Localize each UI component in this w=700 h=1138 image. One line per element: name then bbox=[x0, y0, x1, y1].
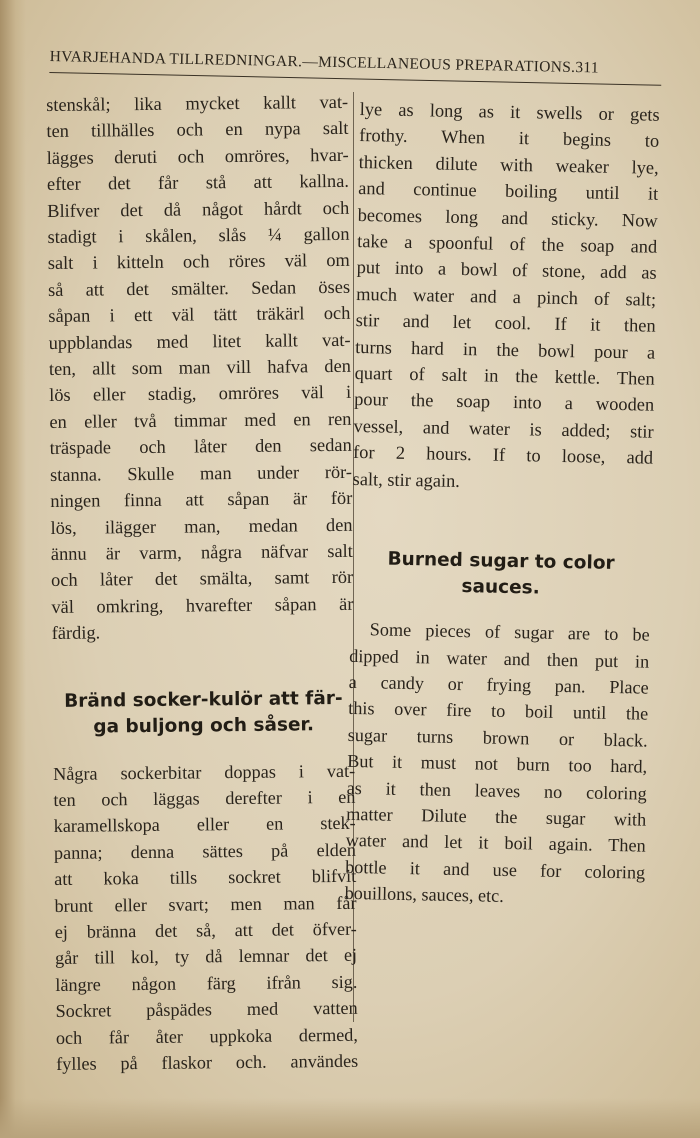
text-line: take a spoonful of the soap and bbox=[357, 231, 658, 257]
text-line: bottle it and use for coloring bbox=[345, 856, 646, 883]
text-line: salt i kitteln och röres väl om bbox=[47, 250, 350, 274]
heading-line: sauces. bbox=[461, 576, 540, 599]
text-line: panna; denna sättes på elden bbox=[53, 839, 357, 863]
text-line: and continue boiling until it bbox=[358, 178, 659, 204]
heading-line: ga buljong och såser. bbox=[93, 713, 315, 738]
text-line: dipped in water and then put in bbox=[349, 645, 650, 672]
text-line: väl omkring, hvarefter såpan är bbox=[51, 593, 354, 617]
text-line: ännu är varm, några näfvar salt bbox=[50, 540, 353, 564]
text-line: längre någon färg ifrån sig. bbox=[55, 971, 358, 995]
text-line: But it must not burn too hard, bbox=[347, 751, 648, 777]
english-column bbox=[344, 96, 660, 912]
text-line: att koka tills sockret blifvit bbox=[54, 865, 357, 890]
text-line: Sockret påspädes med vatten bbox=[55, 997, 358, 1022]
text-line: put into a bowl of stone, add as bbox=[356, 257, 657, 284]
text-line: stir and let cool. If it then bbox=[355, 310, 656, 336]
text-line: fylles på flaskor och. användes bbox=[56, 1050, 359, 1074]
text-line: thicken dilute with weaker lye, bbox=[358, 151, 659, 178]
text-line: salt, stir again. bbox=[352, 468, 461, 491]
text-line: går till kol, ty då lemnar det ej bbox=[54, 945, 358, 969]
text-line: en eller två timmar med en ren bbox=[49, 408, 352, 432]
text-line: bouillons, sauces, etc. bbox=[344, 883, 504, 907]
text-line: ej bränna det så, att det öfver- bbox=[54, 918, 357, 942]
text-line: pour the soap into a wooden bbox=[353, 389, 655, 416]
text-line: Några sockerbitar doppas i vat- bbox=[53, 760, 356, 784]
text-line: quart of salt in the kettle. Then bbox=[354, 363, 655, 389]
text-line: så att det smälter. Sedan öses bbox=[47, 276, 351, 300]
text-line: vessel, and water is added; stir bbox=[353, 415, 654, 442]
text-line: lös, ilägger man, medan den bbox=[50, 514, 353, 538]
text-line: frothy. When it begins to bbox=[359, 125, 660, 152]
text-line: färdig. bbox=[51, 622, 101, 644]
swedish-paragraph-1 bbox=[46, 89, 354, 647]
text-line: much water and a pinch of salt; bbox=[356, 283, 657, 310]
text-line: lös eller stadig, omröres väl i bbox=[49, 382, 352, 406]
text-line: for 2 hours. If to loose, add bbox=[352, 442, 654, 468]
text-line: water and let it boil again. Then bbox=[345, 830, 646, 856]
text-line: Some pieces of sugar are to be bbox=[369, 619, 650, 645]
text-line: turns hard in the bowl pour a bbox=[354, 336, 656, 363]
heading-line: Bränd socker-kulör att fär- bbox=[64, 687, 343, 712]
text-line: och får åter uppkoka dermed, bbox=[55, 1024, 358, 1048]
english-paragraph-1 bbox=[352, 96, 660, 498]
text-line: as it then leaves no coloring bbox=[346, 777, 647, 804]
text-line: Blifver det då något hårdt och bbox=[47, 197, 350, 221]
text-line: brunt eller svart; men man får bbox=[54, 892, 357, 916]
text-line: uppblandas med litet kallt vat- bbox=[48, 329, 351, 353]
text-line: stanna. Skulle man under rör- bbox=[49, 461, 353, 485]
text-line: såpan i ett väl tätt träkärl och bbox=[48, 303, 351, 327]
swedish-paragraph-2 bbox=[53, 757, 358, 1077]
heading-line: Burned sugar to color bbox=[387, 548, 615, 575]
text-line: a candy or frying pan. Place bbox=[348, 671, 649, 698]
text-line: stadigt i skålen, slås ¼ gallon bbox=[47, 223, 350, 248]
text-line: this over fire to boil until the bbox=[348, 698, 649, 724]
text-line: ten, allt som man vill hafva den bbox=[48, 355, 351, 380]
text-line: träspade och låter den sedan bbox=[49, 435, 352, 459]
text-line: ten och läggas derefter i en bbox=[53, 786, 356, 810]
text-line: ningen finna att såpan är för bbox=[50, 487, 353, 512]
text-line: stenskål; lika mycket kallt vat- bbox=[46, 91, 349, 115]
page-bottom-shadow bbox=[0, 1098, 700, 1138]
text-line: becomes long and sticky. Now bbox=[357, 204, 658, 231]
english-paragraph-2 bbox=[344, 616, 650, 912]
text-line: lye as long as it swells or gets bbox=[359, 98, 660, 125]
text-line: lägges deruti och omröres, hvar- bbox=[46, 144, 349, 168]
english-recipe-heading bbox=[350, 546, 651, 604]
text-line: och låter det smälta, samt rör bbox=[51, 567, 354, 591]
running-header bbox=[49, 42, 662, 91]
swedish-column bbox=[46, 89, 358, 1078]
text-line: efter det får stå att kallna. bbox=[46, 171, 350, 195]
text-line: ten tillhälles och en nypa salt bbox=[46, 118, 349, 142]
swedish-recipe-heading bbox=[52, 685, 355, 740]
text-line: karamellskopa eller en stek- bbox=[53, 813, 356, 837]
text-line: matter Dilute the sugar with bbox=[346, 803, 647, 830]
page-edge-shadow bbox=[0, 0, 26, 1138]
text-line: sugar turns brown or black. bbox=[347, 724, 648, 751]
running-header-text: HVARJEHANDA TILLREDNINGAR.—MISCELLANEOUS PREPARATIONS.311 bbox=[49, 47, 600, 77]
